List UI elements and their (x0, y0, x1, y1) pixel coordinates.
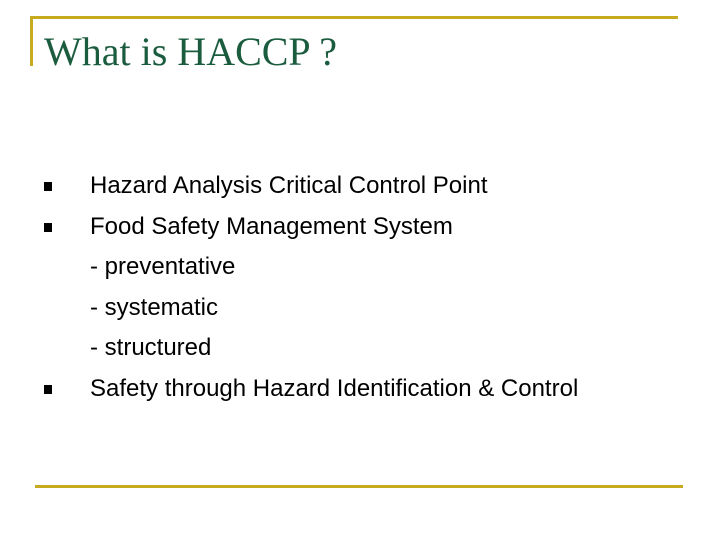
bullet-text: - systematic (90, 293, 219, 321)
bullet-text: Hazard Analysis Critical Control Point (90, 172, 488, 199)
bullet-text: - preventative (90, 253, 236, 280)
top-rule (30, 16, 678, 19)
square-bullet-icon (44, 385, 52, 394)
bullet-list (0, 166, 720, 409)
square-bullet-icon (44, 182, 52, 191)
square-bullet-icon (44, 223, 52, 232)
bottom-rule (35, 485, 683, 488)
bullet-text: - structured (90, 334, 212, 361)
bullet-continuation (0, 328, 720, 369)
bullet-text: Food Safety Management System (90, 212, 453, 240)
bullet-continuation (0, 288, 720, 329)
bullet-item (0, 166, 720, 207)
slide-title: What is HACCP ? (44, 29, 337, 74)
bullet-item (0, 207, 720, 248)
bullet-continuation (0, 247, 720, 288)
bullet-text: Safety through Hazard Identification & Control (90, 374, 579, 402)
bullet-item (0, 369, 720, 410)
left-rule (30, 16, 33, 66)
